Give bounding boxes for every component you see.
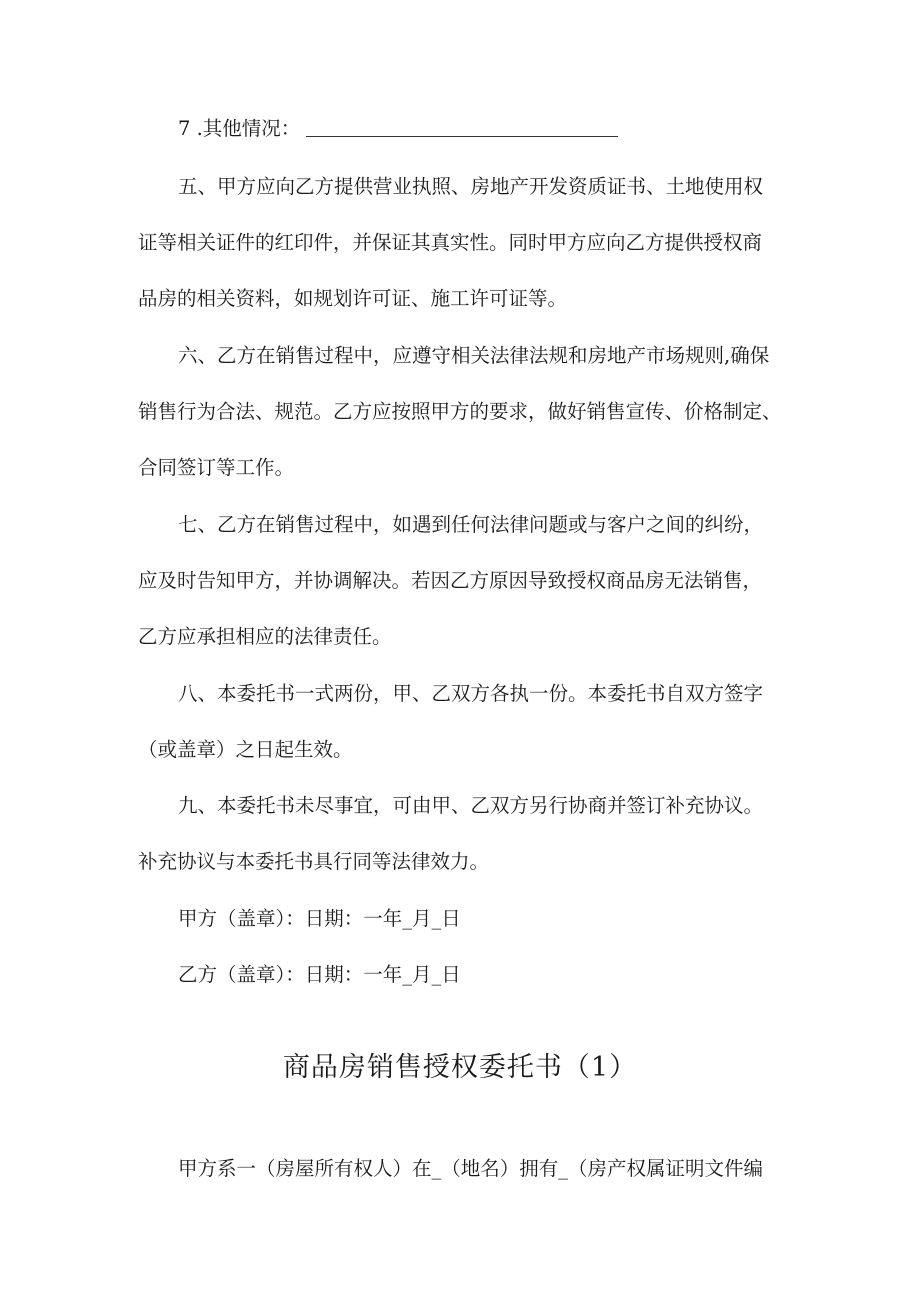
para-7-line-2: 应及时告知甲方，并协调解决。若因乙方原因导致授权商品房无法销售， xyxy=(138,569,763,592)
item-7-line xyxy=(178,116,618,142)
para-5-line-3: 品房的相关资料，如规划许可证、施工许可证等。 xyxy=(138,287,568,310)
section-title: 商品房销售授权委托书（1） xyxy=(282,1052,638,1083)
para-9-line-2: 补充协议与本委托书具行同等法律效力。 xyxy=(138,850,490,873)
para-6-line-1: 六、乙方在销售过程中，应遵守相关法律法规和房地产市场规则,确保 xyxy=(178,344,770,367)
para-8-line-1: 八、本委托书一式两份，甲、乙双方各执一份。本委托书自双方签字 xyxy=(178,682,764,705)
para-5-line-2: 证等相关证件的红印件，并保证其真实性。同时甲方应向乙方提供授权商 xyxy=(138,231,763,254)
opening-line: 甲方系一（房屋所有权人）在_（地名）拥有_（房产权属证明文件编 xyxy=(178,1157,764,1180)
item-7-label: 7 .其他情况： xyxy=(178,117,301,140)
para-7-line-3: 乙方应承担相应的法律责任。 xyxy=(138,625,392,648)
item-7-blank-field xyxy=(306,118,618,137)
para-8-line-2: （或盖章）之日起生效。 xyxy=(138,738,353,761)
para-9-line-1: 九、本委托书未尽事宜，可由甲、乙双方另行协商并签订补充协议。 xyxy=(178,794,764,817)
party-b-signature-line: 乙方（盖章）：日期：一年_月_日 xyxy=(178,963,461,986)
party-a-signature-line: 甲方（盖章）：日期：一年_月_日 xyxy=(178,907,461,930)
para-6-line-3: 合同签订等工作。 xyxy=(138,456,295,479)
para-6-line-2: 销售行为合法、规范。乙方应按照甲方的要求，做好销售宣传、价格制定、 xyxy=(138,400,782,423)
para-5-line-1: 五、甲方应向乙方提供营业执照、房地产开发资质证书、土地使用权 xyxy=(178,175,764,198)
para-7-line-1: 七、乙方在销售过程中，如遇到任何法律问题或与客户之间的纠纷， xyxy=(178,513,764,536)
